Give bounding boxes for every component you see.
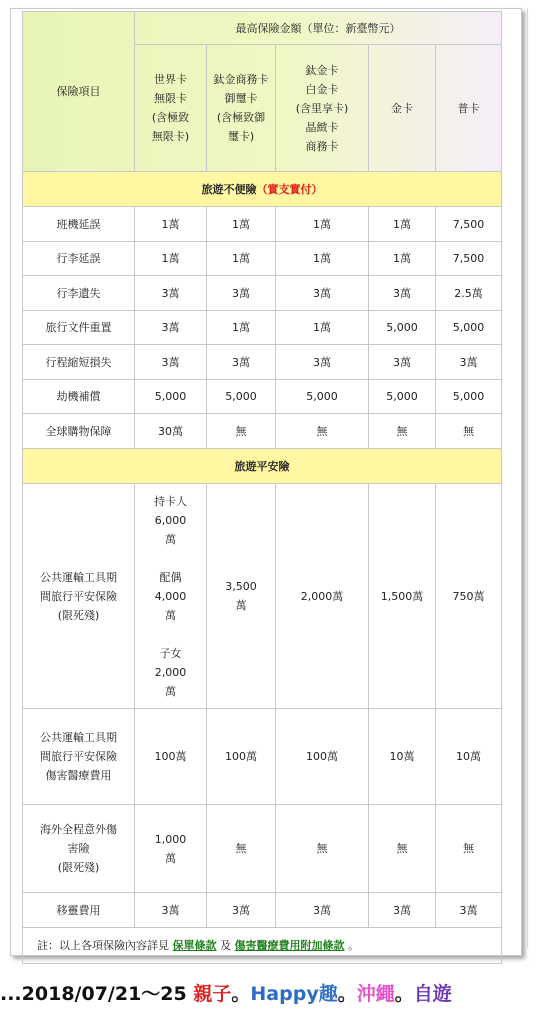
caption-separator: 。	[337, 983, 357, 1005]
cell-line: 萬	[165, 851, 176, 865]
footnote-end: 。	[348, 939, 359, 952]
coverage-item: 旅行文件重置	[23, 311, 135, 345]
coverage-amount: 3萬	[207, 345, 276, 380]
coverage-amount: 1萬	[207, 311, 276, 345]
coverage-amount: 3萬	[135, 276, 207, 311]
note-row	[23, 928, 502, 964]
footnote-text: 註：以上各項保險內容詳見	[37, 939, 169, 952]
coverage-amount: 10萬	[369, 709, 436, 805]
footnote	[23, 928, 502, 964]
coverage-amount: 5,000	[276, 380, 369, 414]
caption-parent-child: 親子	[193, 983, 232, 1005]
caption-date: ...2018/07/21～25	[0, 983, 187, 1005]
cell-line: 公共運輸工具期	[40, 731, 117, 744]
coverage-amount: 無	[436, 414, 502, 449]
coverage-amount: 3萬	[369, 893, 436, 928]
coverage-amount: 1萬	[276, 311, 369, 345]
cell-line: 璽卡)	[227, 130, 255, 143]
coverage-item: 行李遺失	[23, 276, 135, 311]
coverage-amount: 3萬	[207, 276, 276, 311]
coverage-amount: 3萬	[135, 893, 207, 928]
cell-line: 子女	[159, 646, 182, 660]
coverage-amount: 無	[207, 414, 276, 449]
table-row	[23, 242, 502, 276]
coverage-amount: 無	[369, 414, 436, 449]
cell-line: (含極致	[151, 111, 190, 124]
coverage-item: 班機延誤	[23, 207, 135, 242]
coverage-amount: 2,000萬	[276, 484, 369, 709]
cell-line: 害險	[67, 842, 90, 855]
caption-happy: Happy趣	[250, 983, 338, 1005]
table-row	[23, 893, 502, 928]
coverage-amount: 1萬	[135, 207, 207, 242]
table-row	[23, 207, 502, 242]
cell-line: 1,000	[154, 832, 187, 846]
coverage-amount: 5,000	[369, 380, 436, 414]
section-title-note: （實支實付）	[256, 182, 323, 196]
coverage-amount: 3萬	[276, 276, 369, 311]
caption-separator: 。	[394, 983, 414, 1005]
coverage-item	[23, 709, 135, 805]
coverage-amount: 無	[369, 805, 436, 893]
cell-line: 鈦金卡	[305, 63, 339, 77]
coverage-amount: 5,000	[436, 380, 502, 414]
cell-line: 3,500	[225, 580, 257, 593]
table-row	[23, 345, 502, 380]
coverage-amount: 10萬	[436, 709, 502, 805]
coverage-amount	[135, 805, 207, 893]
coverage-amount: 5,000	[436, 311, 502, 345]
cell-line: (含極致御	[216, 111, 266, 124]
coverage-amount: 7,500	[436, 242, 502, 276]
footnote-and: 及	[220, 939, 231, 952]
table-row	[23, 709, 502, 805]
medical-rider-link[interactable]: 傷害醫療費用附加條款	[234, 939, 345, 952]
coverage-amount: 100萬	[207, 709, 276, 805]
table-row	[23, 484, 502, 709]
coverage-amount: 2.5萬	[436, 276, 502, 311]
card-type-header	[436, 45, 502, 172]
table-row	[23, 414, 502, 449]
coverage-amount	[207, 484, 276, 709]
coverage-amount: 無	[207, 805, 276, 893]
section-title-accident	[23, 449, 502, 484]
coverage-amount: 7,500	[436, 207, 502, 242]
section-row	[23, 449, 502, 484]
cell-line: 傷害醫療費用	[45, 769, 112, 782]
table-row	[23, 276, 502, 311]
cell-line: 6,000	[154, 513, 187, 527]
coverage-amount: 無	[436, 805, 502, 893]
cell-line: (限死殘)	[57, 608, 100, 622]
coverage-amount: 30萬	[135, 414, 207, 449]
caption-okinawa: 沖繩	[356, 983, 395, 1005]
coverage-item: 移靈費用	[23, 893, 135, 928]
coverage-amount: 1萬	[369, 242, 436, 276]
coverage-amount	[135, 484, 207, 709]
card-type-header	[135, 45, 207, 172]
coverage-amount: 1萬	[276, 242, 369, 276]
cell-line	[137, 625, 204, 644]
coverage-amount: 100萬	[135, 709, 207, 805]
cell-line: (含里享卡)	[295, 101, 349, 115]
photo-caption	[0, 980, 543, 1008]
coverage-amount: 3萬	[135, 345, 207, 380]
coverage-amount: 3萬	[207, 893, 276, 928]
cell-line: 間旅行平安保險	[40, 750, 117, 763]
coverage-amount: 750萬	[436, 484, 502, 709]
section-title-text: 旅遊平安險	[234, 459, 290, 473]
coverage-item: 全球購物保障	[23, 414, 135, 449]
coverage-amount: 3萬	[135, 311, 207, 345]
cell-line: (限死殘)	[57, 861, 100, 874]
cell-line: 普卡	[457, 101, 480, 115]
insurance-table	[22, 11, 502, 964]
coverage-amount: 無	[276, 805, 369, 893]
coverage-item: 行程縮短損失	[23, 345, 135, 380]
card-type-header	[276, 45, 369, 172]
amount-title: 最高保險金額（單位：新臺幣元）	[135, 12, 502, 45]
cell-line: 商務卡	[305, 139, 339, 153]
cell-line: 御璽卡	[224, 92, 258, 105]
coverage-amount: 5,000	[135, 380, 207, 414]
coverage-amount: 1萬	[276, 207, 369, 242]
cell-line: 配偶	[159, 570, 182, 584]
coverage-item	[23, 805, 135, 893]
cell-line: 萬	[165, 532, 176, 546]
coverage-amount: 3萬	[436, 893, 502, 928]
cell-line: 白金卡	[305, 82, 339, 96]
cell-line: 無限卡)	[151, 130, 190, 143]
coverage-amount: 3萬	[276, 345, 369, 380]
cell-line: 萬	[165, 608, 176, 622]
coverage-amount: 3萬	[369, 345, 436, 380]
cell-line: 4,000	[154, 589, 187, 603]
cell-line	[137, 549, 204, 568]
cell-line: 海外全程意外傷	[40, 823, 117, 836]
frame-divider	[527, 8, 528, 948]
policy-terms-link[interactable]: 保單條款	[172, 939, 217, 952]
card-type-header	[207, 45, 276, 172]
table-row	[23, 805, 502, 893]
coverage-item: 劫機補償	[23, 380, 135, 414]
cell-line: 萬	[165, 684, 176, 698]
coverage-amount: 1萬	[207, 207, 276, 242]
cell-line: 鈦金商務卡	[213, 73, 269, 86]
table-row	[23, 311, 502, 345]
section-title-inconvenience	[23, 172, 502, 207]
cell-line: 晶緻卡	[305, 120, 339, 134]
coverage-amount: 5,000	[207, 380, 276, 414]
cell-line: 世界卡	[154, 73, 187, 86]
coverage-amount: 5,000	[369, 311, 436, 345]
coverage-item	[23, 484, 135, 709]
cell-line: 間旅行平安保險	[40, 589, 117, 603]
cell-line: 公共運輸工具期	[40, 570, 117, 584]
section-title-text: 旅遊不便險	[201, 182, 257, 196]
coverage-amount: 1萬	[369, 207, 436, 242]
table-row	[23, 380, 502, 414]
coverage-item: 行李延誤	[23, 242, 135, 276]
cell-line: 金卡	[391, 101, 413, 115]
coverage-amount: 3萬	[276, 893, 369, 928]
coverage-amount: 1,500萬	[369, 484, 436, 709]
caption-self-travel: 自遊	[413, 983, 452, 1005]
coverage-amount: 1萬	[135, 242, 207, 276]
coverage-amount: 100萬	[276, 709, 369, 805]
cell-line: 無限卡	[154, 92, 187, 105]
card-type-header	[369, 45, 436, 172]
caption-separator: 。	[231, 983, 251, 1005]
cell-line: 2,000	[154, 665, 187, 679]
coverage-amount: 3萬	[436, 345, 502, 380]
insurance-item-header: 保險項目	[23, 12, 135, 172]
coverage-amount: 1萬	[207, 242, 276, 276]
cell-line: 持卡人	[154, 494, 187, 508]
coverage-amount: 無	[276, 414, 369, 449]
cell-line: 萬	[235, 599, 247, 612]
coverage-amount: 3萬	[369, 276, 436, 311]
